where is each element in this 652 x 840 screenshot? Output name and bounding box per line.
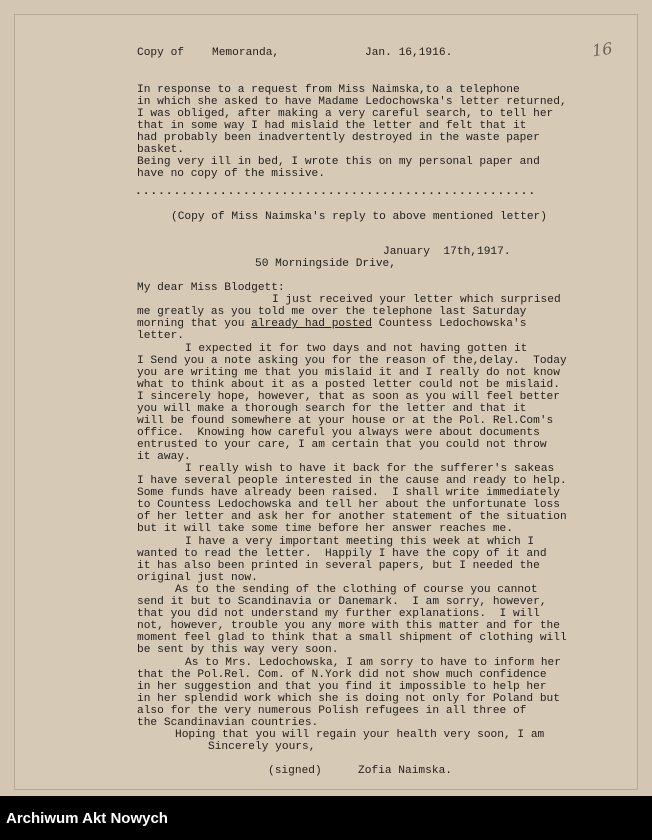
body-line: not, however, trouble you any more with this matter and for the bbox=[137, 620, 560, 632]
body-line: in her suggestion and that you find it impossible to help her bbox=[137, 681, 547, 693]
body-line: wanted to read the letter. Happily I have the copy of it and bbox=[137, 548, 547, 560]
reply-date: January 17th,1917. bbox=[383, 246, 511, 258]
body-line: entrusted to your care, I am certain that you could not throw bbox=[137, 439, 547, 451]
body-line: will be found somewhere at your house or at the Pol. Rel.Com's bbox=[137, 415, 554, 427]
body-line: of her letter and ask her for another statement of the situation bbox=[137, 511, 567, 523]
body-line: it away. bbox=[137, 451, 191, 463]
body-line: I just received your letter which surprised bbox=[272, 294, 561, 306]
body-line: I really wish to have it back for the sufferer's sakeas bbox=[185, 463, 555, 475]
reply-heading: (Copy of Miss Naimska's reply to above mentioned letter) bbox=[171, 211, 547, 223]
body-line: As to Mrs. Ledochowska, I am sorry to have to inform her bbox=[185, 657, 561, 669]
body-line: be sent by this way very soon. bbox=[137, 644, 339, 656]
body-line: also for the very numerous Polish refugees in all three of bbox=[137, 705, 527, 717]
header-date: Jan. 16,1916. bbox=[365, 47, 453, 59]
dotted-separator: .................................................... bbox=[135, 186, 537, 198]
header-copy-of: Copy of bbox=[137, 47, 184, 59]
body-line: to Countess Ledochowska and tell her about the unfortunate loss bbox=[137, 499, 560, 511]
body-line: letter. bbox=[137, 330, 184, 342]
memo-line: in which she asked to have Madame Ledochowska's letter returned, bbox=[137, 96, 567, 108]
archive-footer-label: Archiwum Akt Nowych bbox=[6, 810, 168, 827]
body-line: the Scandinavian countries. bbox=[137, 717, 319, 729]
body-line: what to think about it as a posted letter could not be mislaid. bbox=[137, 379, 560, 391]
memo-line: basket. bbox=[137, 144, 184, 156]
memo-line: have no copy of the missive. bbox=[137, 168, 325, 180]
body-line: but it will take some time before her answer reaches me. bbox=[137, 523, 513, 535]
body-text: Countess Ledochowska's bbox=[372, 318, 527, 330]
body-line: in her splendid work which she is doing not only for Poland but bbox=[137, 693, 560, 705]
body-text: morning that you bbox=[137, 318, 252, 330]
body-line: that you did not understand my further explanations. I will bbox=[137, 608, 540, 620]
body-line: Some funds have already been raised. I shall write immediately bbox=[137, 487, 560, 499]
header-memoranda: Memoranda, bbox=[212, 47, 280, 59]
memo-line: In response to a request from Miss Naimska,to a telephone bbox=[137, 84, 520, 96]
body-line: I have a very important meeting this week at which I bbox=[185, 536, 535, 548]
signature-name: Zofia Naimska. bbox=[358, 765, 452, 777]
body-line: I Send you a note asking you for the reason of the,delay. Today bbox=[137, 355, 567, 367]
body-line: send it but to Scandinavia or Danemark. I am sorry, however, bbox=[137, 596, 547, 608]
body-line: original just now. bbox=[137, 572, 258, 584]
body-line: I expected it for two days and not having gotten it bbox=[185, 343, 528, 355]
body-line: I sincerely hope, however, that as soon as you will feel better bbox=[137, 391, 560, 403]
salutation: My dear Miss Blodgett: bbox=[137, 282, 285, 294]
body-line: that the Pol.Rel. Com. of N.York did not show much confidence bbox=[137, 669, 547, 681]
closing-line: Hoping that you will regain your health very soon, I am bbox=[175, 729, 545, 741]
body-line: you will make a thorough search for the letter and that it bbox=[137, 403, 527, 415]
page-number: 16 bbox=[590, 38, 614, 61]
closing-valediction: Sincerely yours, bbox=[208, 741, 316, 753]
body-line-with-underline bbox=[137, 318, 526, 330]
memo-line: had probably been inadvertently destroyed in the waste paper bbox=[137, 132, 540, 144]
body-line: As to the sending of the clothing of course you cannot bbox=[175, 584, 538, 596]
memo-line: that in some way I had mislaid the letter and felt that it bbox=[137, 120, 527, 132]
signed-note: (signed) bbox=[268, 765, 322, 777]
memo-line: I was obliged, after making a very careful search, to tell her bbox=[137, 108, 554, 120]
body-line: me greatly as you told me over the telephone last Saturday bbox=[137, 306, 527, 318]
body-line: you are writing me that you mislaid it and I really do not know bbox=[137, 367, 560, 379]
body-line: I have several people interested in the cause and ready to help. bbox=[137, 475, 567, 487]
body-line: moment feel glad to think that a small shipment of clothing will bbox=[137, 632, 567, 644]
body-line: office. Knowing how careful you always were about documents bbox=[137, 427, 540, 439]
body-line: it has also been printed in several papers, but I needed the bbox=[137, 560, 540, 572]
archive-footer-bar bbox=[0, 796, 652, 840]
underlined-text: already had posted bbox=[251, 318, 372, 330]
memo-line: Being very ill in bed, I wrote this on my personal paper and bbox=[137, 156, 540, 168]
reply-address: 50 Morningside Drive, bbox=[255, 258, 396, 270]
